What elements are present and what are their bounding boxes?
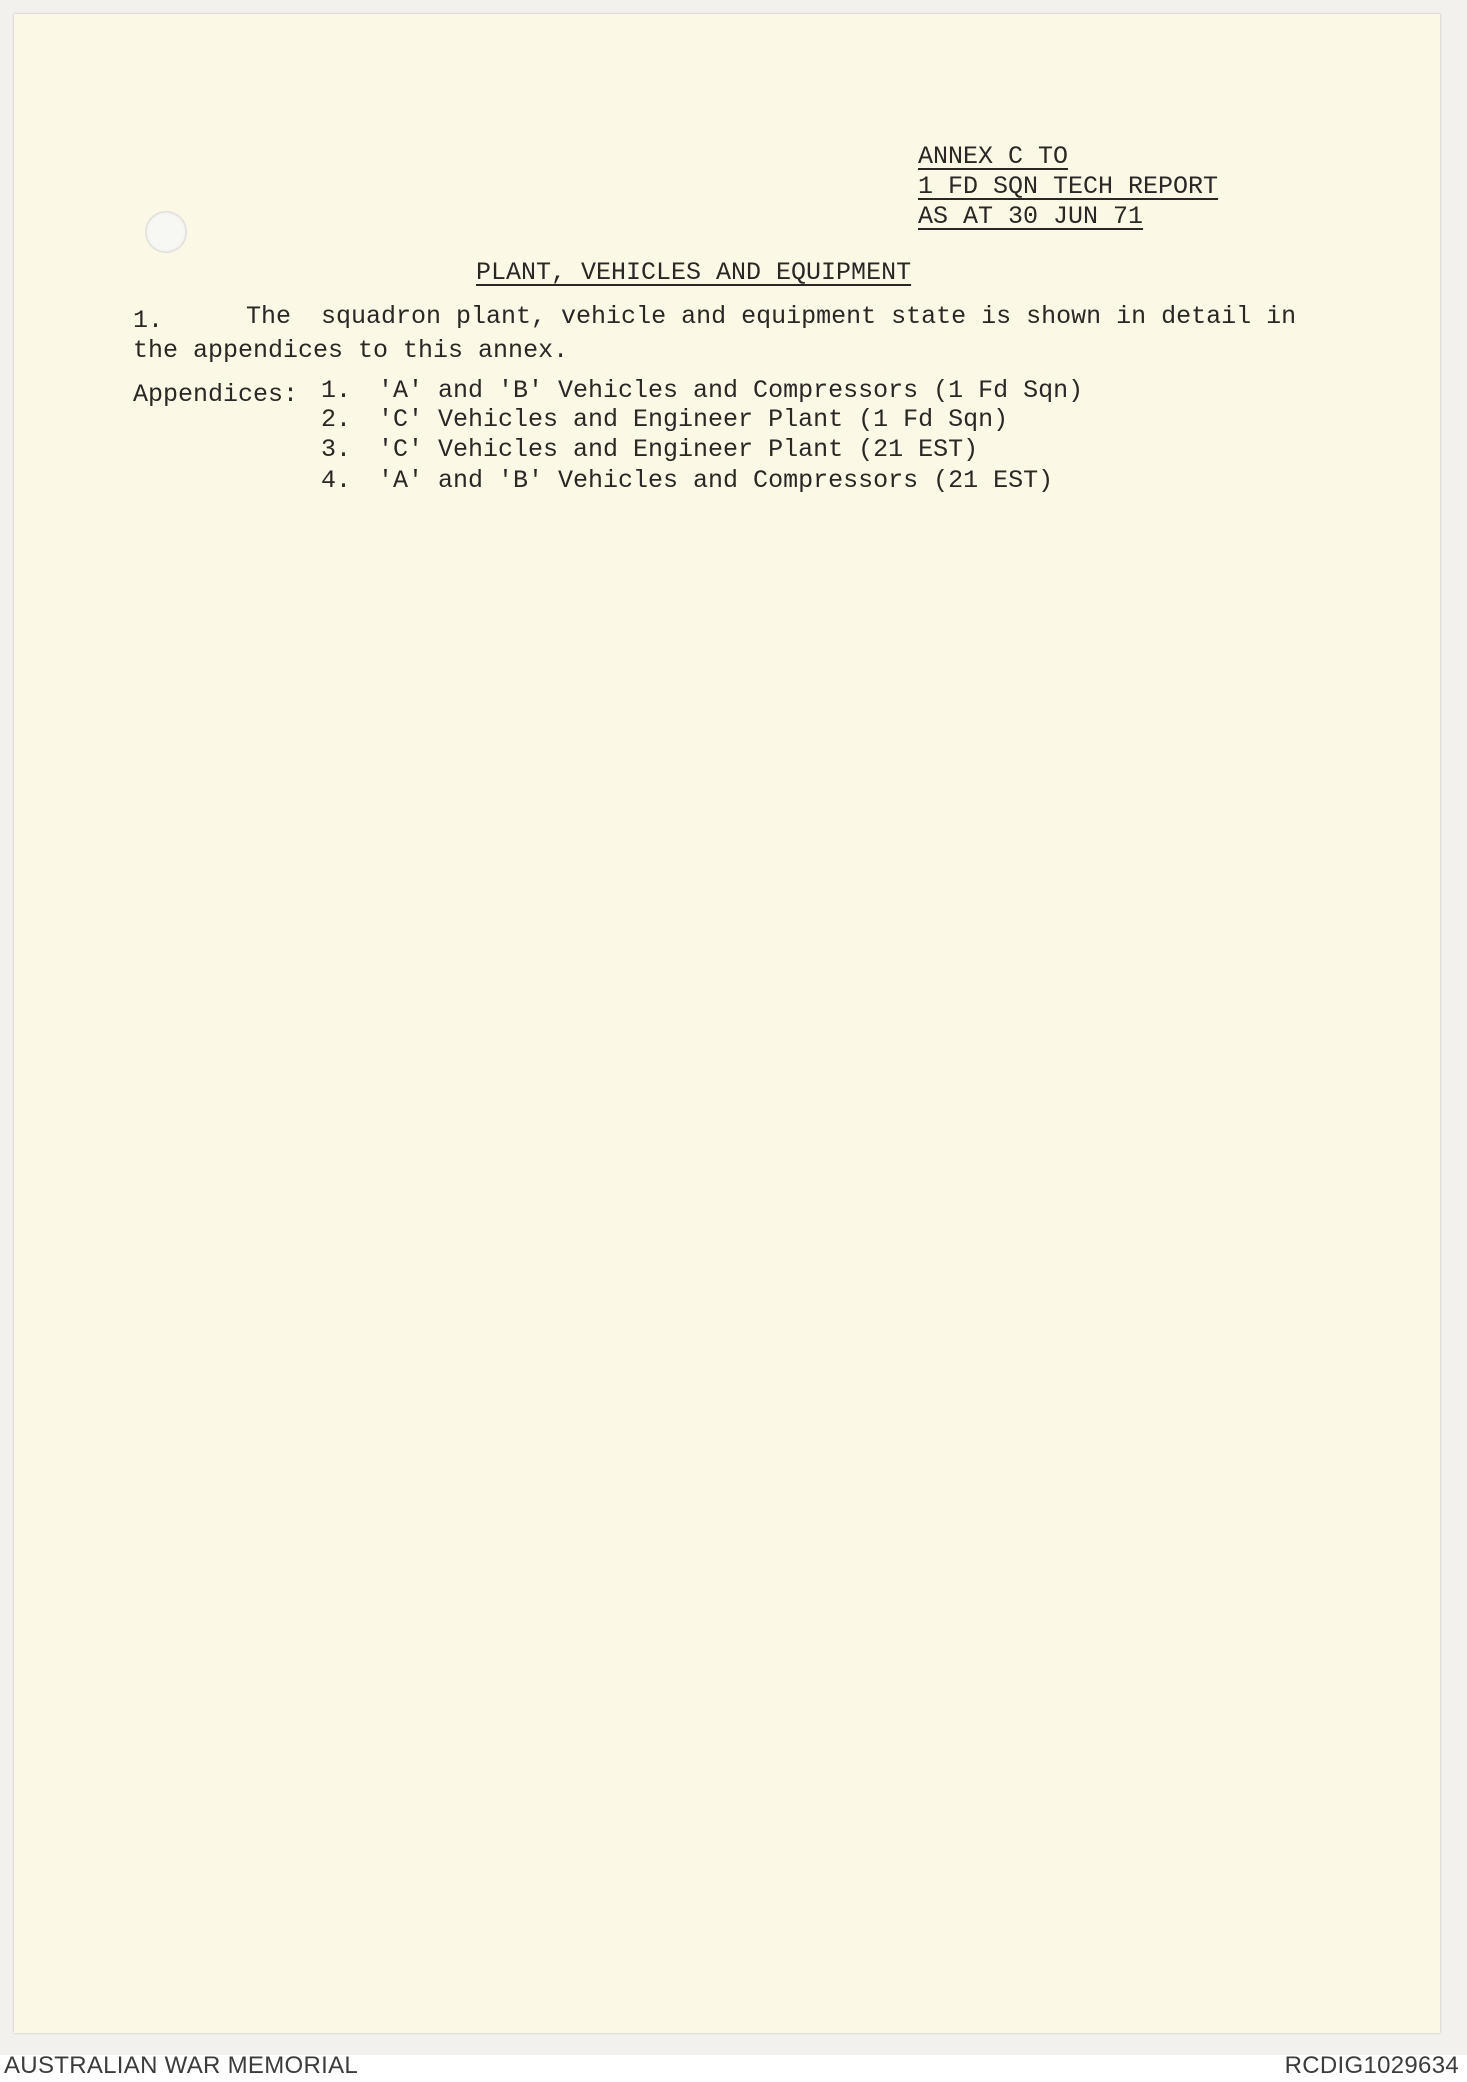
punch-hole bbox=[145, 211, 187, 253]
footer-institution: AUSTRALIAN WAR MEMORIAL bbox=[4, 2052, 359, 2079]
appendix-3-number: 3. bbox=[321, 435, 352, 464]
appendix-4-text: 'A' and 'B' Vehicles and Compressors (21 EST) bbox=[378, 466, 1054, 495]
footer-record-id: RCDIG1029634 bbox=[1284, 2052, 1459, 2079]
document-title: PLANT, VEHICLES AND EQUIPMENT bbox=[476, 258, 912, 287]
paragraph-line-1: The squadron plant, vehicle and equipment state is shown in detail in bbox=[246, 302, 1297, 331]
appendix-4-number: 4. bbox=[321, 466, 352, 495]
annex-header-line-1: ANNEX C TO bbox=[918, 142, 1069, 171]
annex-header-line-2: 1 FD SQN TECH REPORT bbox=[918, 172, 1219, 201]
paragraph-number: 1. bbox=[133, 306, 164, 335]
appendix-1-text: 'A' and 'B' Vehicles and Compressors (1 Fd Sqn) bbox=[378, 376, 1084, 405]
annex-header-line-3: AS AT 30 JUN 71 bbox=[918, 202, 1144, 231]
paragraph-line-2: the appendices to this annex. bbox=[133, 336, 569, 365]
appendices-label: Appendices: bbox=[133, 380, 299, 409]
appendix-1-number: 1. bbox=[321, 376, 352, 405]
appendix-2-number: 2. bbox=[321, 405, 352, 434]
appendix-2-text: 'C' Vehicles and Engineer Plant (1 Fd Sqn) bbox=[378, 405, 1009, 434]
appendix-3-text: 'C' Vehicles and Engineer Plant (21 EST) bbox=[378, 435, 979, 464]
